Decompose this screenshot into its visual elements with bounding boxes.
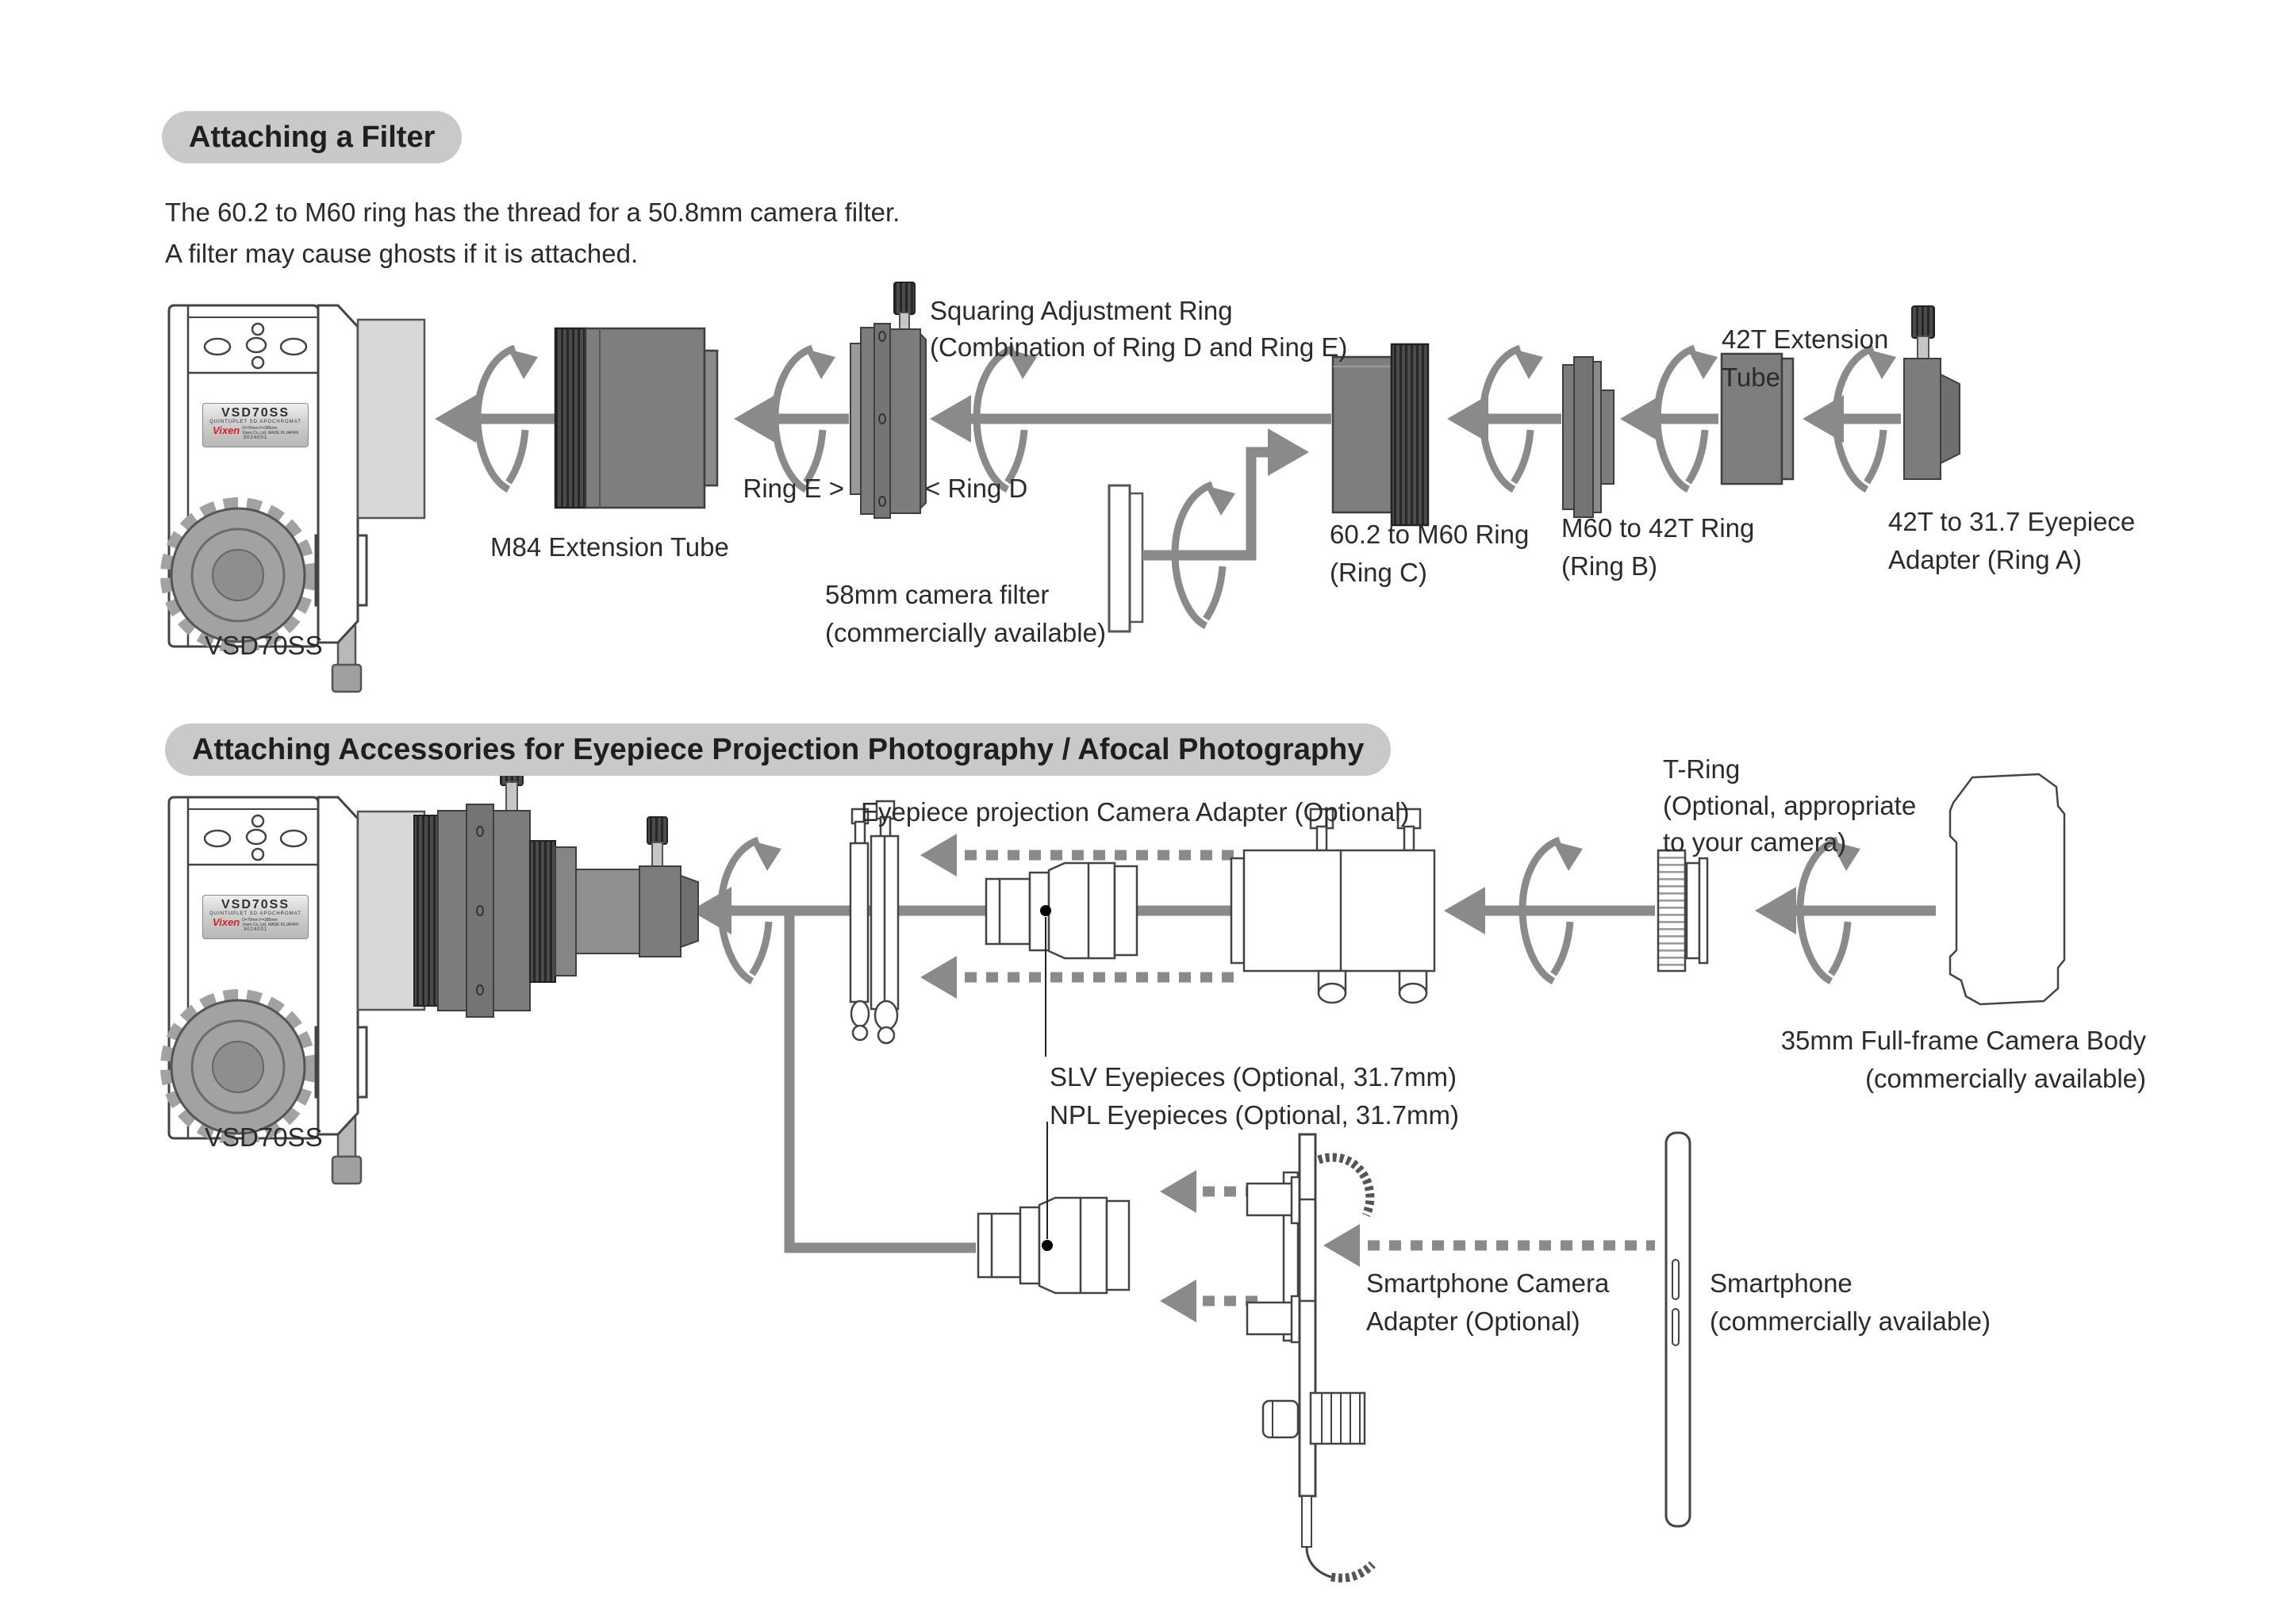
- filter-label: 58mm camera filter: [825, 580, 1050, 609]
- attached-extension-assembly: [414, 754, 698, 1017]
- squaring-ring-label: Squaring Adjustment Ring: [930, 296, 1233, 325]
- projection-adapter-label: Eyepiece projection Camera Adapter (Optional): [861, 797, 1410, 827]
- t-ring-label: T-Ring: [1663, 754, 1741, 784]
- eyepiece: [986, 863, 1137, 958]
- camera-body-label: (commercially available): [1865, 1064, 2146, 1093]
- ring-e-label: Ring E >: [743, 474, 844, 503]
- vixen-logo: Vixen: [213, 424, 240, 436]
- ring-c-60-2-to-m60: [1333, 344, 1428, 525]
- assembly-arrow: [1447, 395, 1561, 443]
- ring-a-label: Adapter (Ring A): [1888, 545, 2082, 574]
- projection-adapter-tube: [1231, 809, 1434, 1003]
- adapter-front-rings: [850, 801, 898, 1043]
- ring-a-label: 42T to 31.7 Eyepiece: [1888, 507, 2136, 536]
- vixen-logo: Vixen: [213, 916, 240, 928]
- nameplate-serial: 3024001: [243, 435, 268, 440]
- ring-c-label: 60.2 to M60 Ring: [1330, 520, 1530, 549]
- t-ring-label: to your camera): [1663, 827, 1847, 857]
- section2-diagram: [167, 754, 2064, 1578]
- smartphone-outline: [1666, 1133, 1690, 1526]
- m84-extension-tube: [555, 328, 717, 508]
- intro-line: A filter may cause ghosts if it is attached.: [165, 239, 639, 268]
- smartphone-label: Smartphone: [1710, 1268, 1853, 1298]
- filter-label: (commercially available): [825, 618, 1106, 647]
- camera-body-label: 35mm Full-frame Camera Body: [1780, 1026, 2146, 1055]
- assembly-arrow: [734, 395, 849, 443]
- smartphone-adapter-label: Adapter (Optional): [1366, 1306, 1580, 1336]
- ring-b-label: (Ring B): [1561, 551, 1658, 581]
- slv-eyepiece-label: SLV Eyepieces (Optional, 31.7mm): [1050, 1062, 1457, 1092]
- t-ring-label: (Optional, appropriate: [1663, 791, 1917, 820]
- nameplate-model: VSD70SS: [221, 406, 290, 420]
- eyepiece: [978, 1198, 1129, 1293]
- ring-b-m60-to-42t: [1563, 357, 1614, 517]
- telescope-model-label: VSD70SS: [205, 1122, 323, 1152]
- squaring-ring-label: (Combination of Ring D and Ring E): [930, 332, 1348, 362]
- 42t-tube-label: 42T Extension: [1722, 324, 1889, 354]
- vixen-nameplate: [202, 895, 309, 939]
- camera-body-outline: [1950, 774, 2064, 1004]
- nameplate-sub: QUINTUPLET SD APOCHROMAT: [209, 911, 301, 916]
- smartphone-adapter-label: Smartphone Camera: [1366, 1268, 1610, 1298]
- telescope-model-label: VSD70SS: [205, 631, 323, 660]
- nameplate-spec: D=70mm F=385mm: [242, 426, 278, 431]
- npl-eyepiece-label: NPL Eyepieces (Optional, 31.7mm): [1050, 1100, 1459, 1130]
- callout-dot: [1042, 1240, 1053, 1251]
- intro-line: The 60.2 to M60 ring has the thread for a 50.8mm camera filter.: [165, 198, 900, 227]
- nameplate-sub: QUINTUPLET SD APOCHROMAT: [209, 420, 301, 424]
- section1-heading: Attaching a Filter: [162, 111, 462, 163]
- t-ring: [1658, 850, 1707, 971]
- nameplate-spec: Vixen Co.,Ltd. MADE IN JAPAN: [242, 431, 298, 435]
- section2-heading: Attaching Accessories for Eyepiece Projection Photography / Afocal Photography: [165, 723, 1391, 776]
- ring-a-eyepiece-adapter: [1904, 306, 1960, 479]
- dashed-insert-arrow: [1323, 1224, 1655, 1267]
- 42t-tube-label: Tube: [1722, 363, 1780, 392]
- smartphone-camera-adapter: [1247, 1134, 1373, 1578]
- m84-label: M84 Extension Tube: [490, 532, 729, 562]
- ring-c-label: (Ring C): [1330, 558, 1427, 587]
- camera-filter: [1109, 485, 1142, 631]
- squaring-adjustment-ring: [850, 282, 926, 518]
- nameplate-spec: D=70mm F=385mm: [242, 918, 278, 923]
- ring-d-label: < Ring D: [925, 474, 1028, 503]
- nameplate-spec: Vixen Co.,Ltd. MADE IN JAPAN: [242, 923, 298, 927]
- ring-b-label: M60 to 42T Ring: [1561, 513, 1755, 543]
- callout-dot: [1040, 905, 1051, 916]
- smartphone-label: (commercially available): [1710, 1306, 1991, 1336]
- vixen-nameplate: [202, 403, 309, 447]
- assembly-arrow: [435, 395, 555, 443]
- nameplate-serial: 3024001: [243, 927, 268, 932]
- nameplate-model: VSD70SS: [221, 898, 290, 911]
- assembly-arrow: [1444, 887, 1655, 934]
